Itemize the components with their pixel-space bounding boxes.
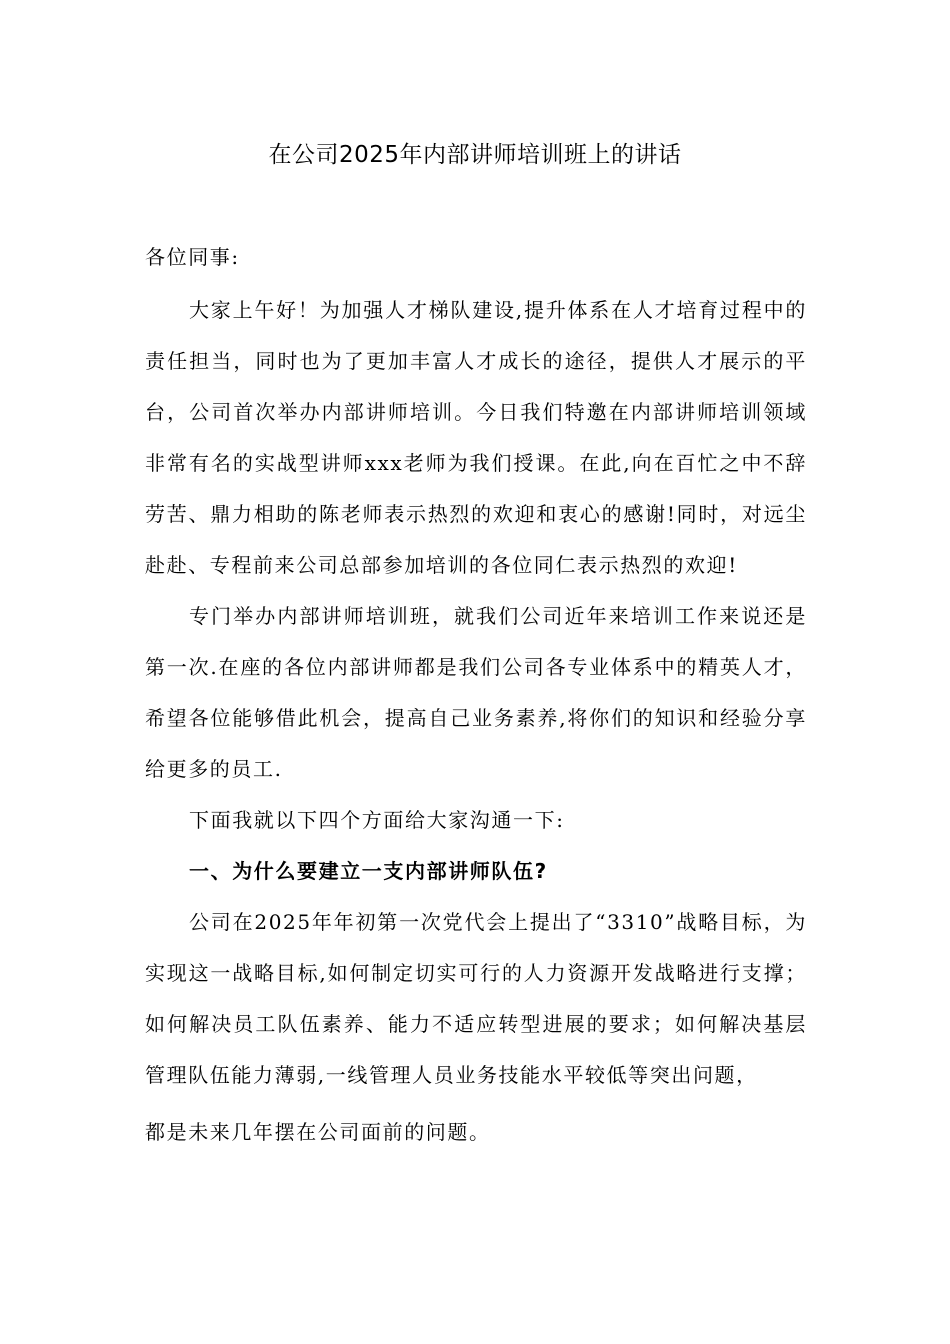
document-title: 在公司2025年内部讲师培训班上的讲话	[268, 142, 682, 168]
section-heading-1: 一、为什么要建立一支内部讲师队伍?	[189, 859, 548, 883]
document-body	[145, 232, 807, 1158]
paragraph-agenda-intro: 下面我就以下四个方面给大家沟通一下:	[189, 808, 565, 832]
paragraph-closing-line: 都是未来几年摆在公司面前的问题。	[145, 1120, 491, 1144]
paragraph-training-purpose: 专门举办内部讲师培训班，就我们公司近年来培训工作来说还是第一次.在座的各位内部讲师都是我们公司各专业体系中的精英人才，希望各位能够借此机会，提高自己业务素养,将你们的知识和经验分享给更多的员工.	[145, 604, 807, 781]
paragraph-opening: 大家上午好！为加强人才梯队建设,提升体系在人才培育过程中的责任担当，同时也为了更加丰富人才成长的途径，提供人才展示的平台，公司首次举办内部讲师培训。今日我们特邀在内部讲师培训领域非常有名的实战型讲师xxx老师为我们授课。在此,向在百忙之中不辞劳苦、鼎力相助的陈老师表示热烈的欢迎和衷心的感谢!同时，对远尘赴赴、专程前来公司总部参加培训的各位同仁表示热烈的欢迎!	[145, 298, 807, 577]
salutation: 各位同事:	[145, 245, 240, 269]
paragraph-section-1: 公司在2025年年初第一次党代会上提出了“3310”战略目标，为实现这一战略目标,如何制定切实可行的人力资源开发战略进行支撑；如何解决员工队伍素养、能力不适应转型进展的要求；如何解决基层管理队伍能力薄弱,一线管理人员业务技能水平较低等突出问题，	[145, 910, 807, 1087]
